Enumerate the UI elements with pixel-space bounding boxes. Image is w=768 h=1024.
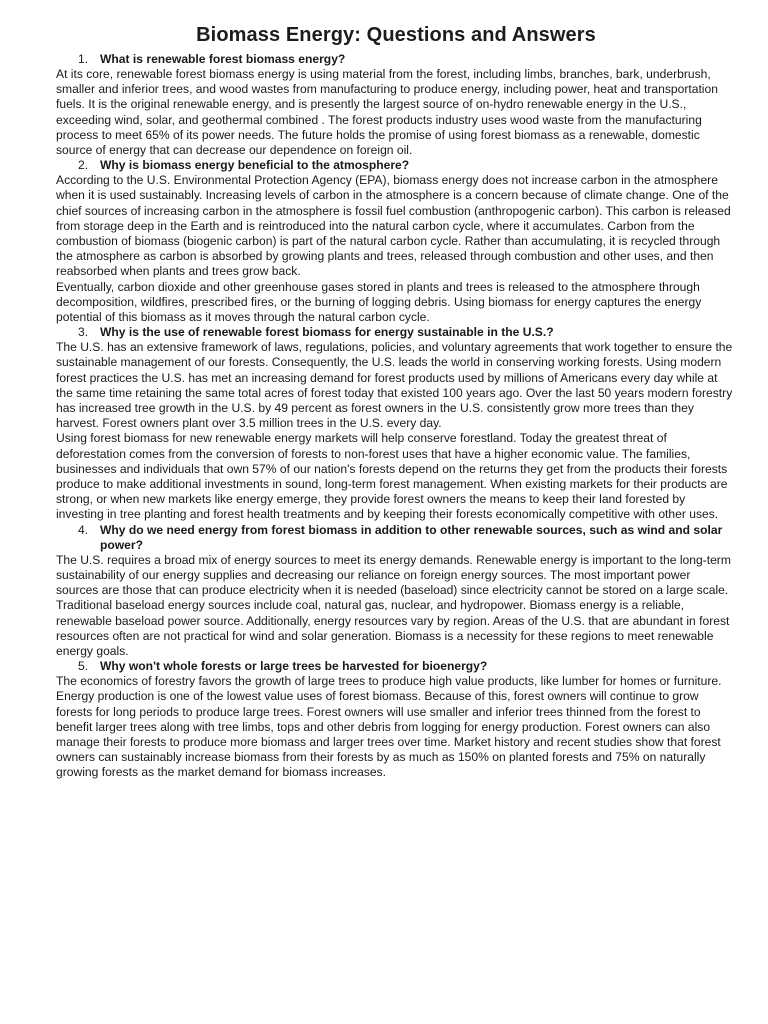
answer-paragraph: According to the U.S. Environmental Protection Agency (EPA), biomass energy does not increase carbon in the atmosphere when it is used sustainably. Increasing levels of carbon in the atmosphere is a concern because of climate change. One of the chief sources of increasing carbon in the atmosphere is fossil fuel combustion (anthropogenic carbon). This carbon is released from storage deep in the Earth and is reintroduced into the natural carbon cycle, where it accumulates. Carbon from the combustion of biomass (biogenic carbon) is part of the natural carbon cycle. Rather than accumulating, it is recycled through the atmosphere as carbon is absorbed by growing plants and trees, released through combustion and other uses, and then reabsorbed when plants and trees grow back. (56, 173, 731, 279)
question-text: Why is biomass energy beneficial to the atmosphere? (100, 158, 410, 173)
document-page (56, 22, 736, 781)
page-title: Biomass Energy: Questions and Answers (196, 24, 596, 46)
question-5 (56, 659, 736, 674)
answer-paragraph: The economics of forestry favors the growth of large trees to produce high value products, like lumber for homes or furniture. Energy production is one of the lowest value uses of forest biomass. Because of this, forest owners will continue to grow forests for long periods to produce large trees. Forest owners will use smaller and inferior trees thinned from the forest to benefit larger trees along with tree limbs, tops and other debris from logging for energy production. Forest owners can also manage their forests to produce more biomass and larger trees over time. Market history and recent studies show that forest owners can sustainably increase biomass from their forests by as much as 150% on planted forests and 75% on naturally growing forests as the market demand for biomass increases. (56, 674, 722, 780)
question-4 (56, 523, 736, 553)
question-text: Why won't whole forests or large trees be harvested for bioenergy? (100, 659, 488, 674)
question-number: 2. (78, 158, 89, 173)
answer-paragraph: Using forest biomass for new renewable energy markets will help conserve forestland. Today the greatest threat of deforestation comes from the conversion of forests to non-forest uses that have a higher economic value. The families, businesses and individuals that own 57% of our nation's forests depend on the returns they get from the products their forests produce to make additional investments in sound, long-term forest management. When existing markets for their products are strong, or when new markets like energy emerge, they provide forest owners the means to keep their land forested by investing in tree planting and forest health treatments and by keeping their forests economically competitive with other uses. (56, 431, 728, 522)
question-1 (56, 52, 736, 67)
question-text: Why do we need energy from forest biomass in addition to other renewable sources, such as wind and solar power? (100, 522, 723, 552)
answer-paragraph: The U.S. has an extensive framework of laws, regulations, policies, and voluntary agreements that work together to ensure the sustainable management of our forests. Consequently, the U.S. leads the world in conserving working forests. Using modern forest practices the U.S. has met an increasing demand for forest products used by millions of Americans every day while at the same time retaining the same total acres of forest today that existed 100 years ago. Over the last 50 years modern forestry has increased tree growth in the U.S. by 49 percent as forest owners in the U.S. consistently grow more trees than they harvest. Forest owners plant over 3.5 million trees in the U.S. every day. (56, 340, 733, 431)
question-number: 4. (78, 522, 89, 537)
question-text: Why is the use of renewable forest biomass for energy sustainable in the U.S.? (100, 325, 554, 340)
question-number: 3. (78, 325, 89, 340)
question-2 (56, 158, 736, 173)
answer-paragraph: Eventually, carbon dioxide and other greenhouse gases stored in plants and trees is released to the atmosphere through decomposition, wildfires, prescribed fires, or the burning of logging debris. Using biomass for energy captures the energy potential of this biomass as it moves through the natural carbon cycle. (56, 279, 702, 325)
question-text: What is renewable forest biomass energy? (100, 52, 346, 66)
answer-paragraph: The U.S. requires a broad mix of energy sources to meet its energy demands. Renewable energy is important to the long-term sustainability of our energy supplies and decreasing our reliance on foreign energy sources. The most important power sources are those that can produce electricity when it is needed (baseload) since electricity cannot be stored on a large scale. Traditional baseload energy sources include coal, natural gas, nuclear, and hydropower. Biomass energy is a reliable, renewable baseload power source. Additionally, energy resources vary by region. Areas of the U.S. that are abundant in forest resources often are not practical for wind and solar generation. Biomass is a necessity for these regions to meet renewable energy goals. (56, 552, 731, 658)
question-number: 1. (78, 52, 89, 66)
answer-paragraph: At its core, renewable forest biomass energy is using material from the forest, including limbs, branches, bark, underbrush, smaller and inferior trees, and wood wastes from manufacturing to produce energy, including power, heat and transportation fuels. It is the original renewable energy, and is presently the largest source of on-hydro renewable energy in the U.S., exceeding wind, solar, and geothermal combined . The forest products industry uses wood waste from the manufacturing process to meet 65% of its power needs. The future holds the promise of using forest biomass as a renewable, domestic source of energy that can decrease our dependence on foreign oil. (56, 67, 718, 158)
question-3 (56, 325, 736, 340)
question-number: 5. (78, 659, 89, 674)
